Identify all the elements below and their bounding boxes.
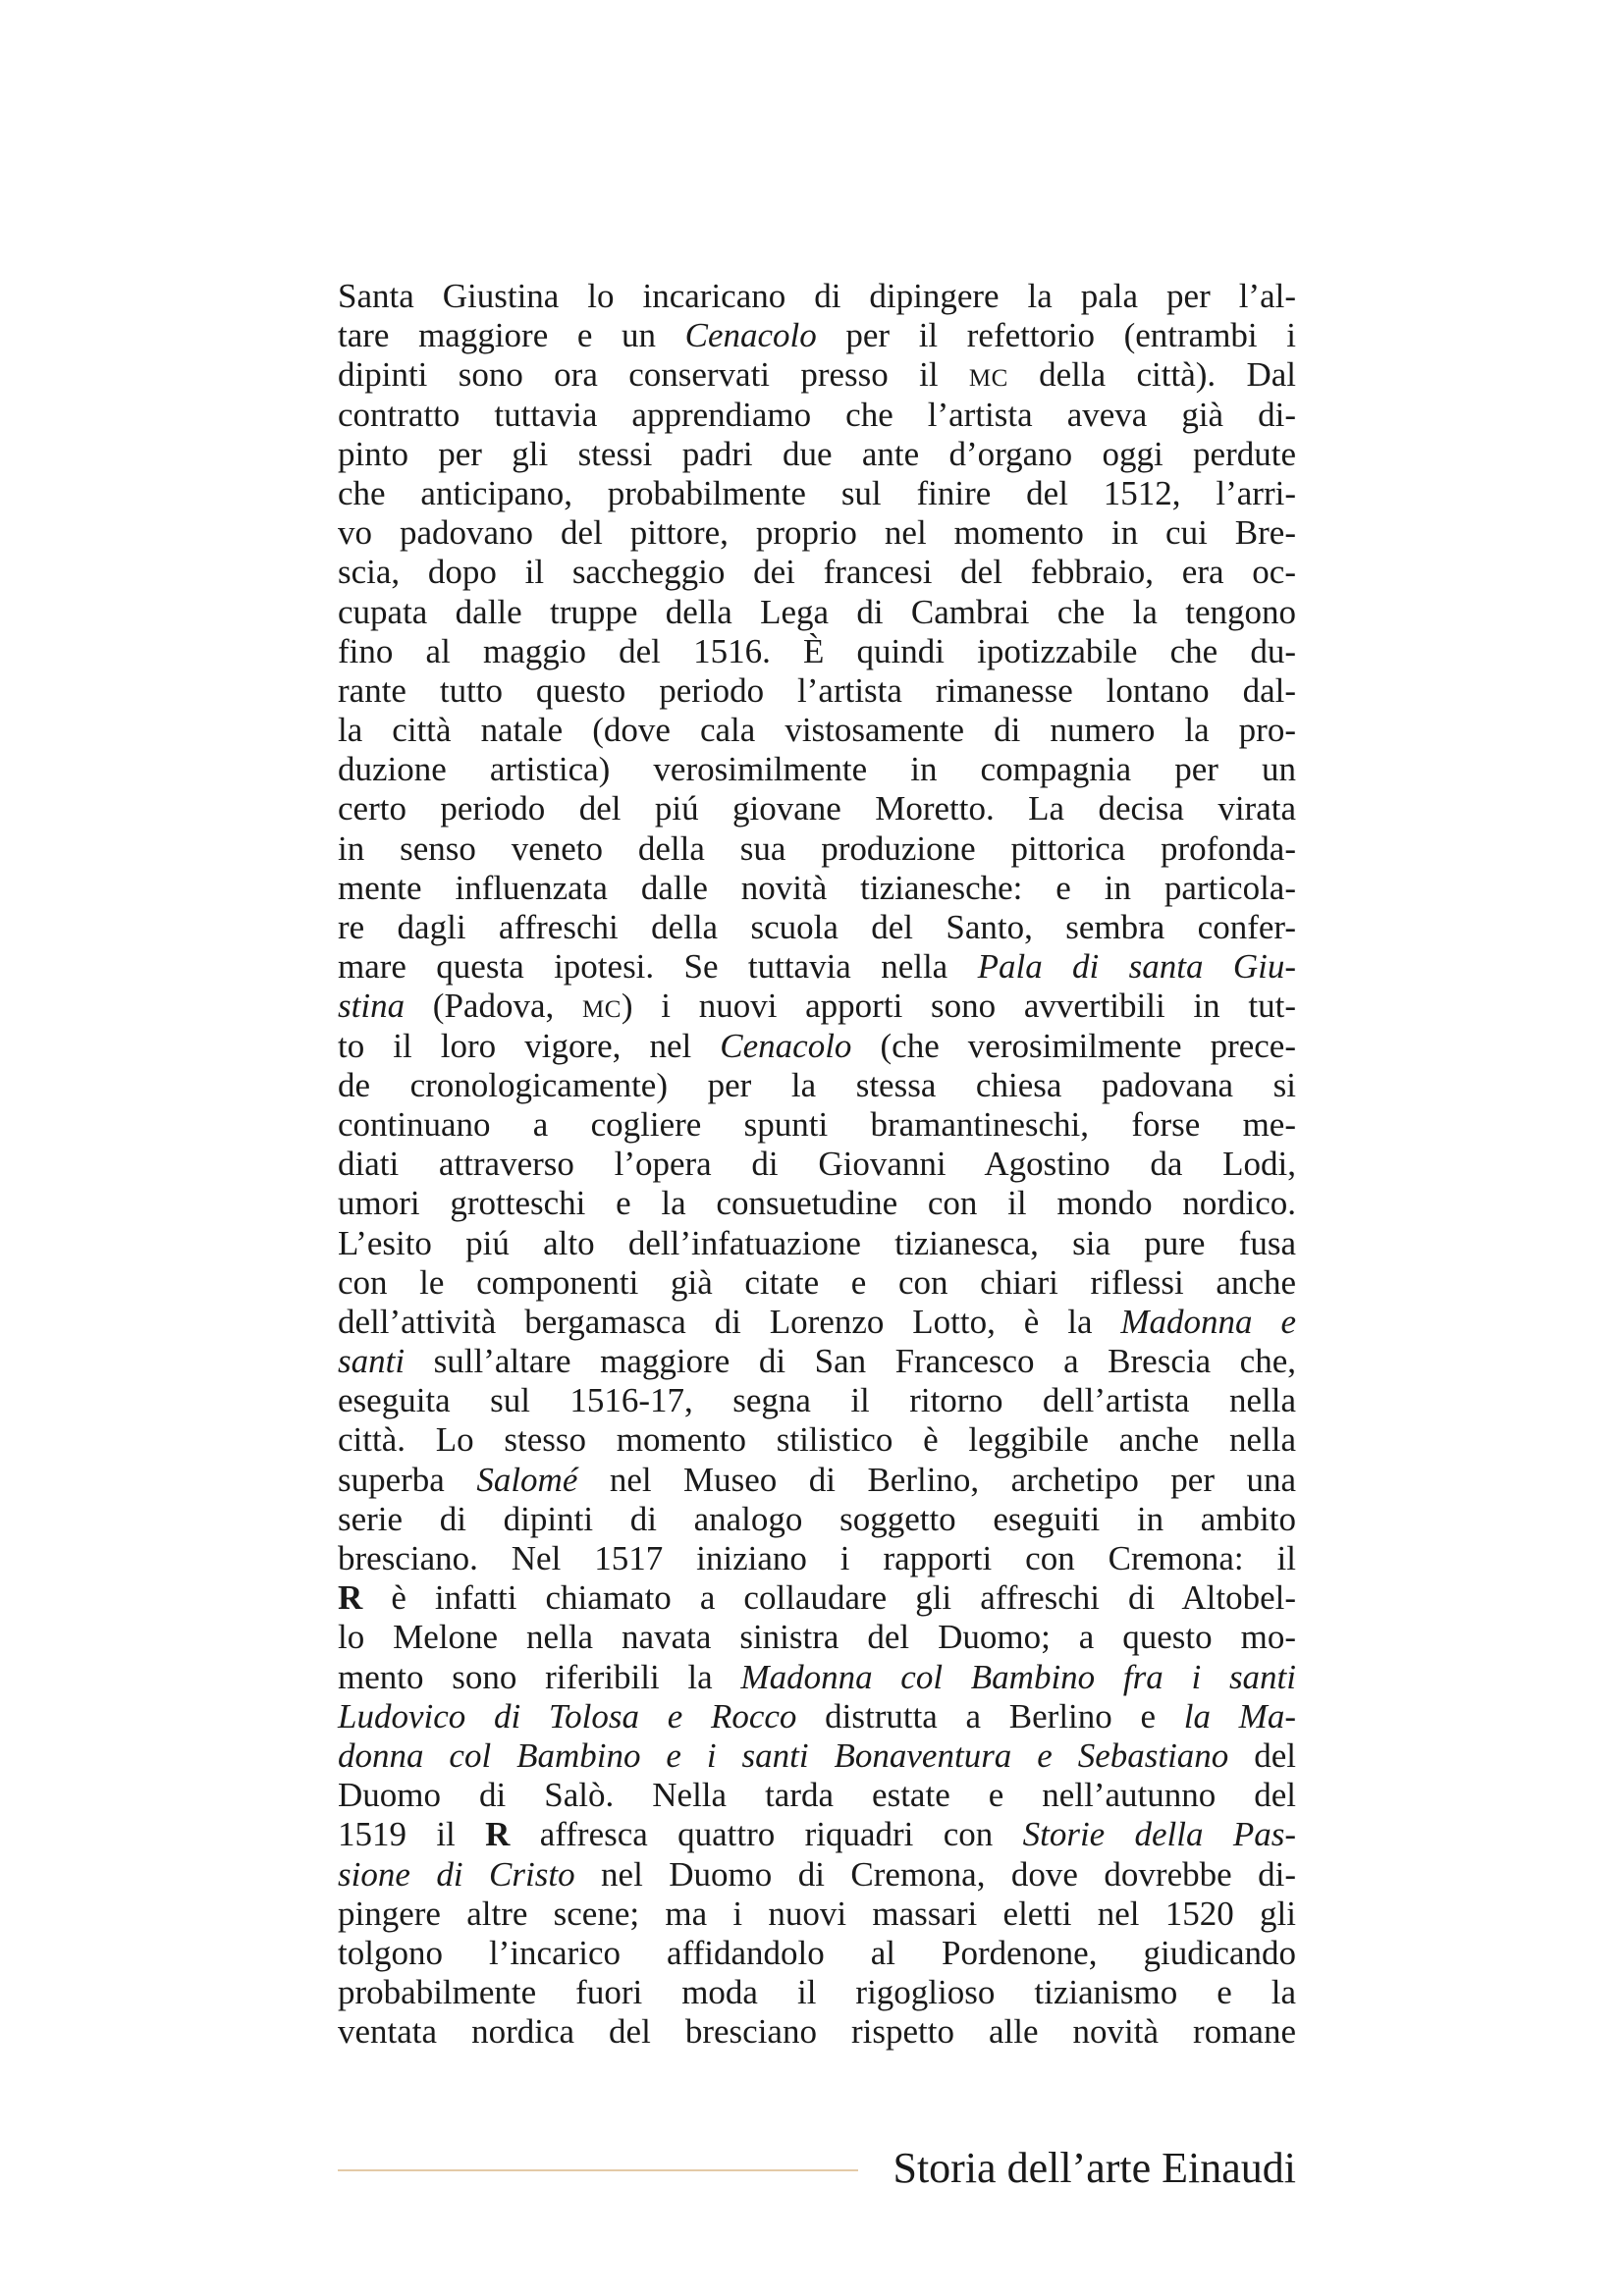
text-line (338, 829, 1296, 869)
text-line (338, 1697, 1296, 1736)
text-run: cupata dalle truppe della Lega di Cambrai che la tengono (338, 592, 1296, 631)
text-line (338, 1934, 1296, 1973)
bold-abbreviation: R (485, 1815, 511, 1854)
text-run: mente influenzata dalle novità tizianesche: e in particola- (338, 868, 1296, 907)
text-run: che anticipano, probabilmente sul finire del 1512, l’arri- (338, 473, 1296, 512)
text-run: dell’attività bergamasca di Lorenzo Lotto, è la (338, 1302, 1121, 1341)
text-line (338, 2012, 1296, 2052)
text-run: L’esito piú alto dell’infatuazione tizianesca, sia pure fusa (338, 1223, 1296, 1262)
text-run: probabilmente fuori moda il rigoglioso tizianismo e la (338, 1973, 1296, 2012)
text-line (338, 1895, 1296, 1934)
text-line (338, 474, 1296, 513)
text-run: eseguita sul 1516-17, segna il ritorno dell’artista nella (338, 1381, 1296, 1420)
text-run: serie di dipinti di analogo soggetto eseguiti in ambito (338, 1499, 1296, 1538)
text-line (338, 947, 1296, 987)
text-run: 1519 il (338, 1815, 486, 1854)
text-run: per il refettorio (entrambi i (816, 316, 1297, 355)
text-run: Santa Giustina lo incaricano di dipingere la pala per l’al- (338, 277, 1296, 315)
text-line (338, 750, 1296, 789)
text-line (338, 435, 1296, 474)
text-run: della città). Dal (1007, 355, 1297, 395)
small-caps-abbreviation: mc (968, 355, 1008, 395)
text-line (338, 908, 1296, 947)
text-run: re dagli affreschi della scuola del Santo, sembra confer- (338, 908, 1296, 946)
italic-title: Cenacolo (720, 1026, 852, 1065)
text-line (338, 1578, 1296, 1618)
italic-title: Salomé (476, 1460, 578, 1499)
text-run: città. Lo stesso momento stilistico è leggibile anche nella (338, 1420, 1296, 1460)
text-line (338, 671, 1296, 711)
text-run: affresca quattro riquadri con (510, 1815, 1023, 1854)
text-run: con le componenti già citate e con chiari riflessi anche (338, 1262, 1296, 1302)
text-line (338, 1736, 1296, 1776)
italic-title: Madonna e (1120, 1302, 1296, 1341)
italic-title: Ludovico di Tolosa e Rocco (338, 1696, 797, 1735)
text-line (338, 987, 1296, 1026)
body-text (338, 277, 1296, 2052)
text-line (338, 1342, 1296, 1381)
footer-rule (338, 2169, 858, 2171)
footer-title: Storia dell’arte Einaudi (893, 2144, 1296, 2192)
text-line (338, 1461, 1296, 1500)
text-line (338, 1658, 1296, 1697)
text-line (338, 1500, 1296, 1539)
text-run: nel Museo di Berlino, archetipo per una (577, 1460, 1296, 1499)
text-line (338, 553, 1296, 592)
text-run: certo periodo del piú giovane Moretto. La decisa virata (338, 789, 1296, 828)
text-line (338, 1184, 1296, 1223)
text-line (338, 1224, 1296, 1263)
italic-title: donna col Bambino e i santi Bonaventura e Sebastiano (338, 1735, 1229, 1775)
italic-title: santi (338, 1342, 406, 1381)
text-run: vo padovano del pittore, proprio nel momento in cui Bre- (338, 513, 1296, 553)
text-run: duzione artistica) verosimilmente in compagnia per un (338, 750, 1296, 789)
italic-title: Madonna col Bambino fra i santi (740, 1657, 1297, 1696)
text-run: bresciano. Nel 1517 iniziano i rapporti con Cremona: il (338, 1539, 1296, 1577)
text-line (338, 632, 1296, 671)
text-run: rante tutto questo periodo l’artista rimanesse lontano dal- (338, 670, 1296, 710)
italic-title: sione di Cristo (338, 1854, 575, 1894)
text-line (338, 711, 1296, 750)
text-run: la città natale (dove cala vistosamente di numero la pro- (338, 711, 1296, 750)
text-line (338, 1303, 1296, 1342)
text-run: scia, dopo il saccheggio dei francesi del febbraio, era oc- (338, 553, 1296, 592)
italic-title: stina (338, 987, 406, 1026)
italic-title: Cenacolo (684, 316, 817, 355)
bold-abbreviation: R (338, 1578, 363, 1618)
text-run: umori grotteschi e la consuetudine con il mondo nordico. (338, 1184, 1296, 1223)
text-line (338, 1776, 1296, 1815)
text-run: pinto per gli stessi padri due ante d’organo oggi perdute (338, 434, 1296, 473)
text-line (338, 869, 1296, 908)
text-run: diati attraverso l’opera di Giovanni Agostino da Lodi, (338, 1145, 1296, 1184)
text-run: to il loro vigore, nel (338, 1026, 721, 1065)
text-line (338, 513, 1296, 553)
text-line (338, 1105, 1296, 1145)
text-run: Duomo di Salò. Nella tarda estate e nell’autunno del (338, 1776, 1296, 1815)
text-run: superba (338, 1460, 477, 1499)
text-run: sull’altare maggiore di San Francesco a Brescia che, (405, 1342, 1296, 1381)
text-run: de cronologicamente) per la stessa chiesa padovana si (338, 1065, 1296, 1104)
text-run: tare maggiore e un (338, 316, 685, 355)
text-run: contratto tuttavia apprendiamo che l’artista aveva già di- (338, 395, 1296, 434)
text-line (338, 1815, 1296, 1854)
text-line (338, 396, 1296, 435)
text-run: (che verosimilmente prece- (851, 1026, 1296, 1065)
text-line (338, 789, 1296, 828)
text-run: mento sono riferibili la (338, 1657, 741, 1696)
text-line (338, 1539, 1296, 1578)
text-run: del (1228, 1735, 1296, 1775)
text-run: ventata nordica del bresciano rispetto alle novità romane (338, 2012, 1296, 2052)
small-caps-abbreviation: mc (581, 987, 622, 1026)
text-line (338, 1973, 1296, 2012)
text-run: nel Duomo di Cremona, dove dovrebbe di- (574, 1854, 1297, 1894)
text-line (338, 1618, 1296, 1657)
text-run: distrutta a Berlino e (796, 1696, 1184, 1735)
italic-title: Storie della Pas- (1022, 1815, 1296, 1854)
text-run: in senso veneto della sua produzione pittorica profonda- (338, 828, 1296, 868)
text-line (338, 1145, 1296, 1184)
text-line (338, 1263, 1296, 1303)
text-run: tolgono l’incarico affidandolo al Pordenone, giudicando (338, 1933, 1296, 1972)
text-line (338, 593, 1296, 632)
text-line (338, 1855, 1296, 1895)
text-run: fino al maggio del 1516. È quindi ipotizzabile che du- (338, 631, 1296, 670)
italic-title: la Ma- (1183, 1696, 1296, 1735)
text-line (338, 1066, 1296, 1105)
text-run: dipinti sono ora conservati presso il (338, 355, 969, 395)
text-run: lo Melone nella navata sinistra del Duomo; a questo mo- (338, 1618, 1296, 1657)
text-run: ) i nuovi apporti sono avvertibili in tut- (621, 987, 1296, 1026)
italic-title: Pala di santa Giu- (977, 947, 1296, 987)
text-run: (Padova, (405, 987, 582, 1026)
text-line (338, 1420, 1296, 1460)
text-line (338, 1381, 1296, 1420)
text-line (338, 277, 1296, 316)
text-run: continuano a cogliere spunti bramantineschi, forse me- (338, 1104, 1296, 1144)
text-run: pingere altre scene; ma i nuovi massari eletti nel 1520 gli (338, 1894, 1296, 1933)
text-line (338, 355, 1296, 395)
text-run: è infatti chiamato a collaudare gli affreschi di Altobel- (362, 1578, 1296, 1618)
text-run: mare questa ipotesi. Se tuttavia nella (338, 947, 978, 987)
text-line (338, 316, 1296, 355)
text-line (338, 1027, 1296, 1066)
